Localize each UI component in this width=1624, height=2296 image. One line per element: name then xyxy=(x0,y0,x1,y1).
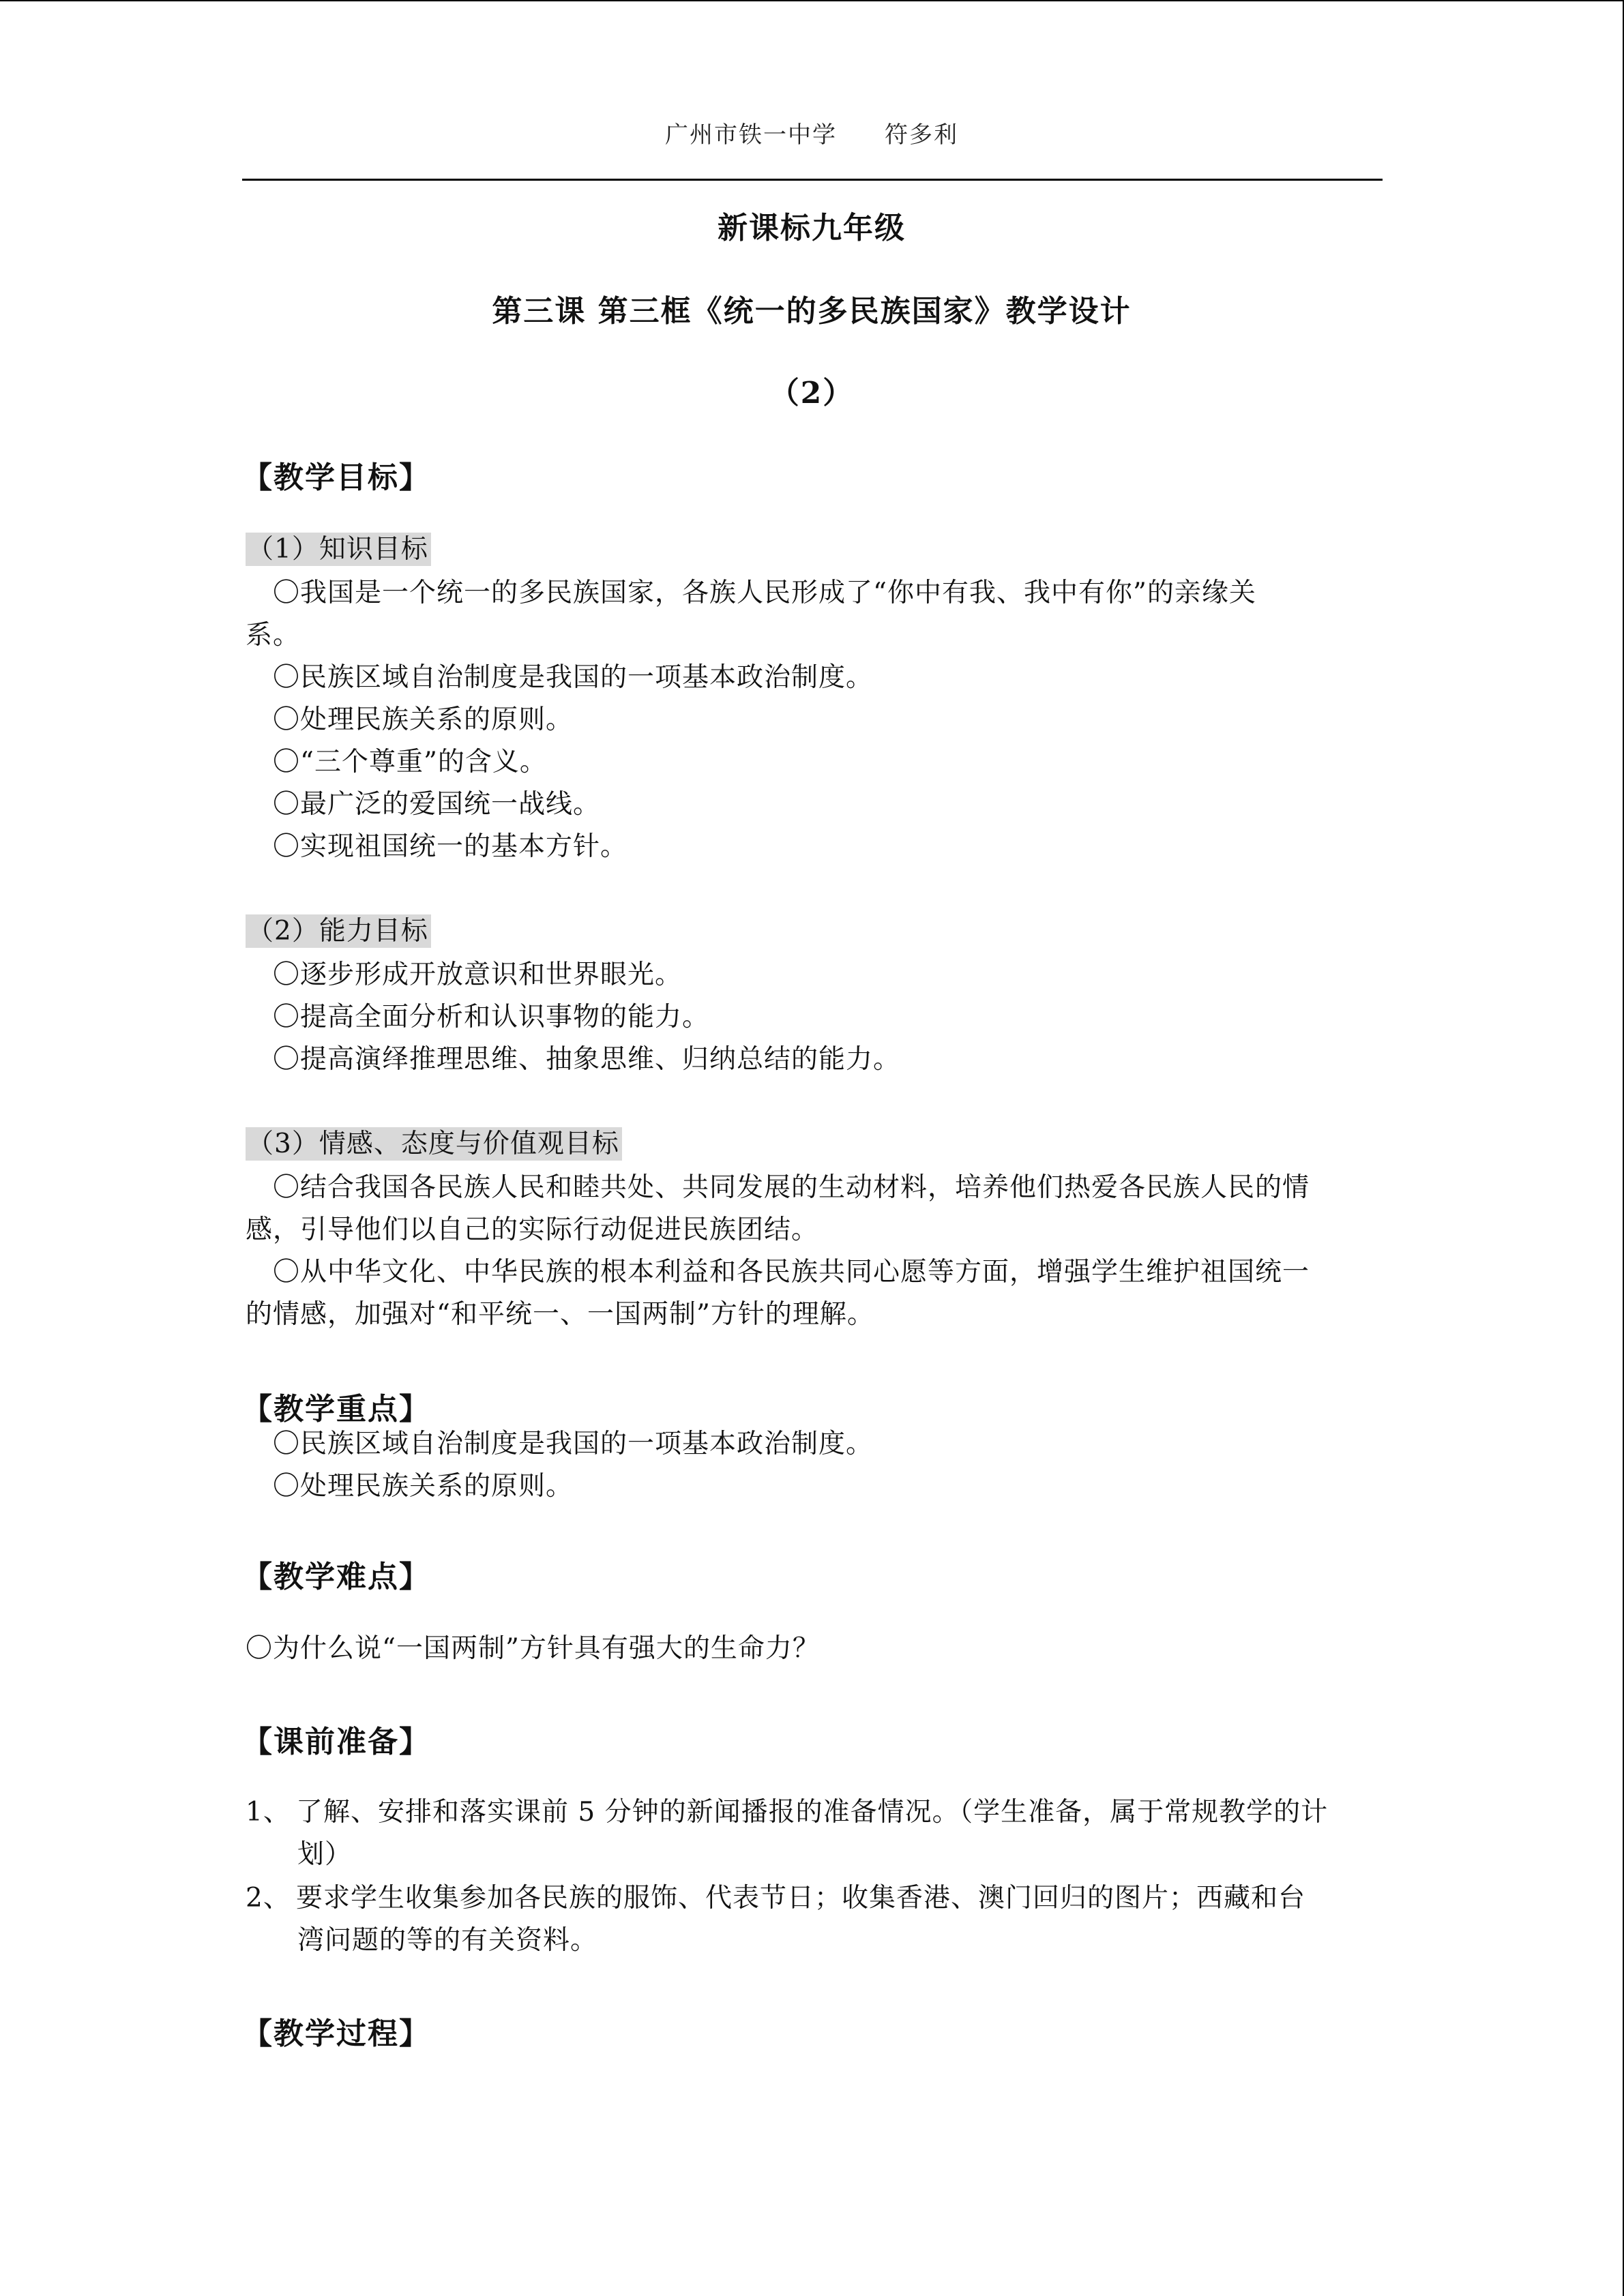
key-point-line: 〇民族区域自治制度是我国的一项基本政治制度。 xyxy=(273,1429,874,1459)
preparation-item xyxy=(246,1885,1305,1911)
knowledge-line: 〇“三个尊重”的含义。 xyxy=(273,747,547,777)
preparation-item-text: 要求学生收集参加各民族的服饰、代表节日；收集香港、澳门回归的图片；西藏和台 xyxy=(296,1883,1306,1913)
knowledge-line: 系。 xyxy=(246,620,301,651)
ability-label: （2）能力目标 xyxy=(246,914,431,948)
emotion-label-wrap xyxy=(246,1131,622,1157)
ability-line: 〇提高全面分析和认识事物的能力。 xyxy=(273,1002,710,1032)
ability-line: 〇提高演绎推理思维、抽象思维、归纳总结的能力。 xyxy=(273,1044,901,1075)
knowledge-line: 〇我国是一个统一的多民族国家，各族人民形成了“你中有我、我中有你”的亲缘关 xyxy=(273,578,1256,608)
emotion-line: 〇从中华文化、中华民族的根本利益和各民族共同心愿等方面，增强学生维护祖国统一 xyxy=(273,1257,1310,1287)
key-points-heading: 【教学重点】 xyxy=(242,1392,430,1427)
knowledge-label: （1）知识目标 xyxy=(246,533,431,566)
header-author: 符多利 xyxy=(885,121,958,149)
preparation-item-continuation: 湾问题的等的有关资料。 xyxy=(297,1925,598,1956)
emotion-line: 感，引导他们以自己的实际行动促进民族团结。 xyxy=(246,1214,819,1245)
preparation-item-number: 1、 xyxy=(246,1797,291,1828)
difficulty-line: 〇为什么说“一国两制”方针具有强大的生命力？ xyxy=(246,1633,820,1664)
knowledge-line: 〇处理民族关系的原则。 xyxy=(273,704,574,735)
page-header xyxy=(246,116,1378,149)
process-heading: 【教学过程】 xyxy=(242,2016,430,2051)
knowledge-line: 〇民族区域自治制度是我国的一项基本政治制度。 xyxy=(273,662,874,693)
objectives-heading: 【教学目标】 xyxy=(242,460,430,495)
knowledge-line: 〇实现祖国统一的基本方针。 xyxy=(273,831,628,862)
emotion-line: 的情感，加强对“和平统一、一国两制”方针的理解。 xyxy=(246,1299,874,1330)
preparation-item-continuation: 划） xyxy=(297,1839,353,1870)
ability-label-wrap xyxy=(246,918,431,944)
preparation-heading: 【课前准备】 xyxy=(242,1725,430,1759)
preparation-item-text: 了解、安排和落实课前 5 分钟的新闻播报的准备情况。（学生准备，属于常规教学的计 xyxy=(296,1797,1329,1828)
title-lesson: 第三课 第三框《统一的多民族国家》教学设计 xyxy=(492,294,1132,329)
emotion-label: （3）情感、态度与价值观目标 xyxy=(246,1127,622,1161)
key-point-line: 〇处理民族关系的原则。 xyxy=(273,1471,574,1502)
knowledge-line: 〇最广泛的爱国统一战线。 xyxy=(273,789,601,820)
difficulties-heading: 【教学难点】 xyxy=(242,1560,430,1594)
preparation-item xyxy=(246,1797,1329,1828)
header-school: 广州市铁一中学 xyxy=(665,121,837,149)
ability-line: 〇逐步形成开放意识和世界眼光。 xyxy=(273,959,683,990)
preparation-item-number: 2、 xyxy=(246,1883,291,1913)
title-part: （2） xyxy=(769,376,855,411)
emotion-line: 〇结合我国各民族人民和睦共处、共同发展的生动材料，培养他们热爱各民族人民的情 xyxy=(273,1172,1310,1203)
header-rule xyxy=(242,179,1383,181)
title-grade: 新课标九年级 xyxy=(718,211,906,245)
knowledge-label-wrap xyxy=(246,536,431,563)
